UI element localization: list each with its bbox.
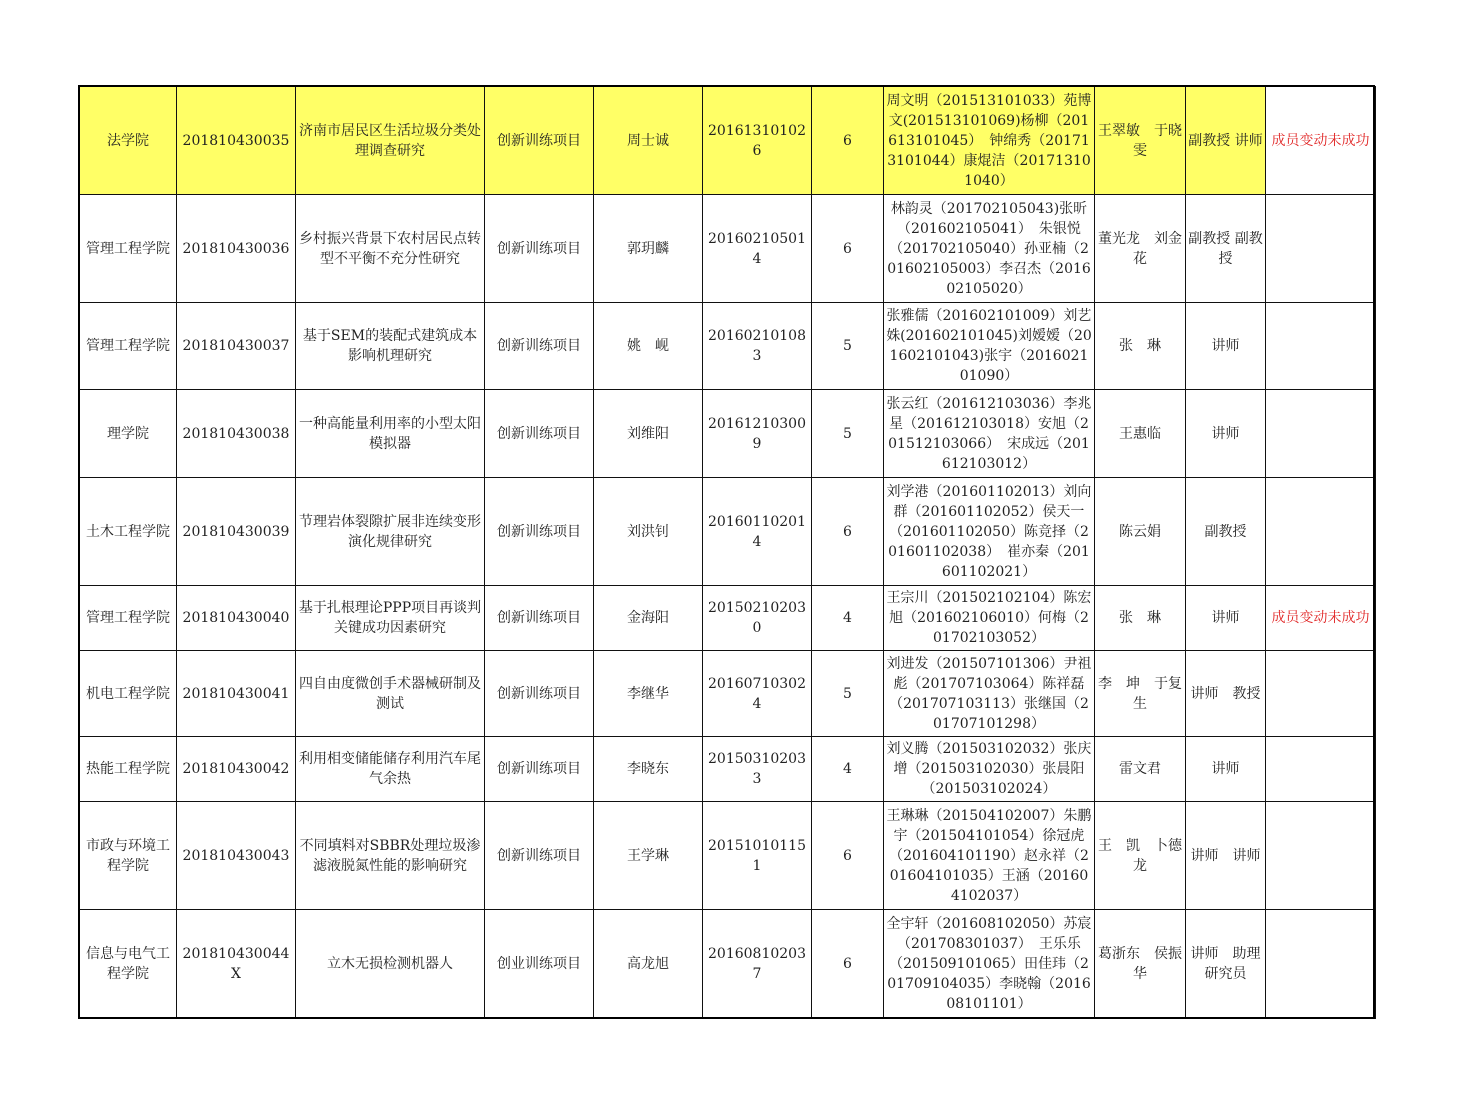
leader-id-cell: 201602101083 xyxy=(703,303,812,390)
table-row xyxy=(80,390,1376,478)
remark-cell xyxy=(1266,195,1376,303)
member-count-cell: 5 xyxy=(812,303,884,390)
advisor-title-cell: 讲师 助理研究员 xyxy=(1186,910,1266,1019)
table-row xyxy=(80,651,1376,737)
project-type-cell: 创新训练项目 xyxy=(485,303,594,390)
project-type-cell: 创新训练项目 xyxy=(485,802,594,910)
members-cell: 王宗川（201502102104）陈宏旭（201602106010）何梅（201702103052） xyxy=(884,586,1095,651)
remark-cell xyxy=(1266,910,1376,1019)
members-cell: 刘义腾（201503102032）张庆增（201503102030）张晨阳（201503102024） xyxy=(884,737,1095,802)
member-count-cell: 5 xyxy=(812,390,884,478)
college-cell: 管理工程学院 xyxy=(80,303,177,390)
remark-cell xyxy=(1266,390,1376,478)
advisor-cell: 张 琳 xyxy=(1095,586,1186,651)
remark-cell xyxy=(1266,651,1376,737)
project-name-cell: 不同填料对SBBR处理垃圾渗滤液脱氮性能的影响研究 xyxy=(296,802,485,910)
leader-cell: 郭玥麟 xyxy=(594,195,703,303)
members-cell: 王琳琳（201504102007）朱鹏宇（201504101054）徐冠虎（201604101190）赵永祥（201604101035）王涵（201604102037） xyxy=(884,802,1095,910)
member-count-cell: 4 xyxy=(812,737,884,802)
members-cell: 张云红（201612103036）李兆星（201612103018）安旭（201512103066） 宋成远（201612103012） xyxy=(884,390,1095,478)
table-row xyxy=(80,87,1376,195)
member-count-cell: 6 xyxy=(812,195,884,303)
leader-cell: 周士诚 xyxy=(594,87,703,195)
remark-cell xyxy=(1266,303,1376,390)
college-cell: 市政与环境工程学院 xyxy=(80,802,177,910)
project-name-cell: 乡村振兴背景下农村居民点转型不平衡不充分性研究 xyxy=(296,195,485,303)
member-count-cell: 6 xyxy=(812,910,884,1019)
advisor-cell: 葛浙东 侯振华 xyxy=(1095,910,1186,1019)
project-type-cell: 创业训练项目 xyxy=(485,910,594,1019)
table-row xyxy=(80,802,1376,910)
remark-cell xyxy=(1266,802,1376,910)
table-row xyxy=(80,737,1376,802)
leader-id-cell: 201502102030 xyxy=(703,586,812,651)
member-count-cell: 6 xyxy=(812,478,884,586)
advisor-title-cell: 讲师 xyxy=(1186,390,1266,478)
table-row xyxy=(80,478,1376,586)
advisor-title-cell: 讲师 xyxy=(1186,586,1266,651)
remark-cell xyxy=(1266,478,1376,586)
advisor-title-cell: 讲师 讲师 xyxy=(1186,802,1266,910)
project-name-cell: 基于扎根理论PPP项目再谈判关键成功因素研究 xyxy=(296,586,485,651)
project-id-cell: 201810430036 xyxy=(177,195,296,303)
project-type-cell: 创新训练项目 xyxy=(485,478,594,586)
leader-cell: 李晓东 xyxy=(594,737,703,802)
project-type-cell: 创新训练项目 xyxy=(485,586,594,651)
advisor-title-cell: 副教授 副教授 xyxy=(1186,195,1266,303)
leader-id-cell: 201601102014 xyxy=(703,478,812,586)
members-cell: 刘进发（201507101306）尹祖彪（201707103064）陈祥磊（201707103113）张继国（201707101298） xyxy=(884,651,1095,737)
members-cell: 周文明（201513101033）苑博文(201513101069)杨柳（201613101045） 钟绵秀（201713101044）康焜洁（201713101040） xyxy=(884,87,1095,195)
project-id-cell: 201810430039 xyxy=(177,478,296,586)
leader-cell: 姚 岘 xyxy=(594,303,703,390)
members-cell: 刘学港（201601102013）刘向群（201601102052）侯天一（201601102050）陈竞择（201601102038） 崔亦秦（201601102021） xyxy=(884,478,1095,586)
members-cell: 林韵灵（201702105043)张昕（201602105041） 朱银悦（201702105040）孙亚楠（201602105003）李召杰（201602105020） xyxy=(884,195,1095,303)
college-cell: 法学院 xyxy=(80,87,177,195)
college-cell: 理学院 xyxy=(80,390,177,478)
member-count-cell: 4 xyxy=(812,586,884,651)
table-row xyxy=(80,586,1376,651)
project-name-cell: 立木无损检测机器人 xyxy=(296,910,485,1019)
project-name-cell: 济南市居民区生活垃圾分类处理调查研究 xyxy=(296,87,485,195)
project-id-cell: 201810430040 xyxy=(177,586,296,651)
advisor-cell: 王 凯 卜德龙 xyxy=(1095,802,1186,910)
advisor-cell: 王翠敏 于晓雯 xyxy=(1095,87,1186,195)
project-id-cell: 201810430037 xyxy=(177,303,296,390)
college-cell: 机电工程学院 xyxy=(80,651,177,737)
leader-cell: 刘洪钊 xyxy=(594,478,703,586)
leader-id-cell: 201612103009 xyxy=(703,390,812,478)
leader-cell: 刘维阳 xyxy=(594,390,703,478)
project-id-cell: 201810430035 xyxy=(177,87,296,195)
project-id-cell: 201810430041 xyxy=(177,651,296,737)
college-cell: 热能工程学院 xyxy=(80,737,177,802)
college-cell: 土木工程学院 xyxy=(80,478,177,586)
project-name-cell: 利用相变储能储存利用汽车尾气余热 xyxy=(296,737,485,802)
project-id-cell: 201810430042 xyxy=(177,737,296,802)
members-cell: 张雅儒（201602101009）刘艺姝(201602101045)刘嫒嫒（201602101043)张宇（201602101090） xyxy=(884,303,1095,390)
project-id-cell: 201810430043 xyxy=(177,802,296,910)
member-count-cell: 6 xyxy=(812,802,884,910)
advisor-cell: 李 坤 于复生 xyxy=(1095,651,1186,737)
member-count-cell: 6 xyxy=(812,87,884,195)
advisor-cell: 雷文君 xyxy=(1095,737,1186,802)
members-cell: 全宇轩（201608102050）苏宸（201708301037） 王乐乐（201509101065）田佳玮（201709104035）李晓翰（201608101101） xyxy=(884,910,1095,1019)
table-row xyxy=(80,195,1376,303)
college-cell: 管理工程学院 xyxy=(80,195,177,303)
advisor-cell: 董光龙 刘金花 xyxy=(1095,195,1186,303)
advisor-cell: 王惠临 xyxy=(1095,390,1186,478)
advisor-title-cell: 讲师 教授 xyxy=(1186,651,1266,737)
leader-cell: 金海阳 xyxy=(594,586,703,651)
remark-cell xyxy=(1266,737,1376,802)
project-type-cell: 创新训练项目 xyxy=(485,390,594,478)
advisor-title-cell: 副教授 xyxy=(1186,478,1266,586)
remark-cell: 成员变动未成功 xyxy=(1266,87,1376,195)
advisor-title-cell: 讲师 xyxy=(1186,303,1266,390)
project-name-cell: 基于SEM的装配式建筑成本影响机理研究 xyxy=(296,303,485,390)
project-type-cell: 创新训练项目 xyxy=(485,737,594,802)
remark-cell: 成员变动未成功 xyxy=(1266,586,1376,651)
leader-cell: 王学琳 xyxy=(594,802,703,910)
college-cell: 信息与电气工程学院 xyxy=(80,910,177,1019)
project-type-cell: 创新训练项目 xyxy=(485,87,594,195)
project-table xyxy=(79,86,1376,1019)
project-id-cell: 201810430038 xyxy=(177,390,296,478)
leader-id-cell: 201602105014 xyxy=(703,195,812,303)
leader-cell: 李继华 xyxy=(594,651,703,737)
project-name-cell: 一种高能量利用率的小型太阳模拟器 xyxy=(296,390,485,478)
advisor-cell: 陈云娟 xyxy=(1095,478,1186,586)
project-id-cell: 201810430044X xyxy=(177,910,296,1019)
advisor-title-cell: 副教授 讲师 xyxy=(1186,87,1266,195)
member-count-cell: 5 xyxy=(812,651,884,737)
table-row xyxy=(80,303,1376,390)
advisor-cell: 张 琳 xyxy=(1095,303,1186,390)
advisor-title-cell: 讲师 xyxy=(1186,737,1266,802)
leader-id-cell: 201613101026 xyxy=(703,87,812,195)
leader-id-cell: 201608102037 xyxy=(703,910,812,1019)
leader-cell: 高龙旭 xyxy=(594,910,703,1019)
college-cell: 管理工程学院 xyxy=(80,586,177,651)
project-type-cell: 创新训练项目 xyxy=(485,195,594,303)
leader-id-cell: 201503102033 xyxy=(703,737,812,802)
table-row xyxy=(80,910,1376,1019)
project-name-cell: 节理岩体裂隙扩展非连续变形演化规律研究 xyxy=(296,478,485,586)
project-name-cell: 四自由度微创手术器械研制及测试 xyxy=(296,651,485,737)
project-type-cell: 创新训练项目 xyxy=(485,651,594,737)
leader-id-cell: 201607103024 xyxy=(703,651,812,737)
leader-id-cell: 201510101151 xyxy=(703,802,812,910)
